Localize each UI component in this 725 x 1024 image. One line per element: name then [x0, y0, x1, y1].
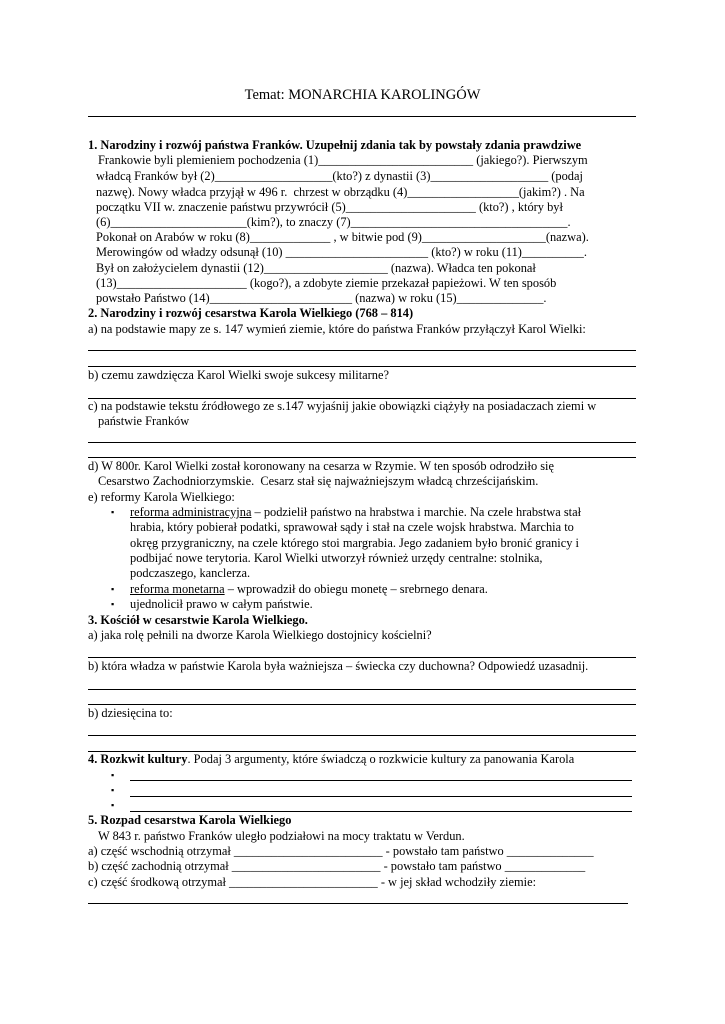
- reform-administrative-l2: hrabia, który pobierał podatki, sprawował sądy i stał na czele wojsk hrabstwa. Marchia to: [130, 520, 574, 534]
- reform-monetary-text: – wprowadził do obiegu monetę – srebrnego denara.: [224, 582, 488, 596]
- answer-line[interactable]: [130, 811, 632, 812]
- s3-question-b: b) która władza w państwie Karola była ważniejsza – świecka czy duchowna? Odpowiedź uzasadnij.: [88, 659, 589, 673]
- page-title: Temat: MONARCHIA KAROLINGÓW: [244, 87, 481, 103]
- answer-line[interactable]: [88, 457, 636, 458]
- answer-line[interactable]: [88, 657, 636, 658]
- s1-line-7: Merowingów od władzy odsunął (10) _______________________ (kto?) w roku (11)__________.: [96, 245, 587, 259]
- section-3-heading: 3. Kościół w cesarstwie Karola Wielkiego.: [88, 613, 308, 627]
- answer-line[interactable]: [130, 780, 632, 781]
- bullet-icon: ▪: [111, 785, 115, 795]
- section-5-heading: 5. Rozpad cesarstwa Karola Wielkiego: [88, 813, 292, 827]
- answer-line[interactable]: [88, 903, 628, 904]
- s1-line-5: (6)______________________(kim?), to znaczy (7)___________________________________.: [96, 215, 571, 229]
- s1-line-8: Był on założycielem dynastii (12)____________________ (nazwa). Władca ten pokonał: [96, 261, 536, 275]
- answer-line[interactable]: [88, 350, 636, 351]
- reform-monetary: [130, 582, 640, 597]
- reform-administrative-text: – podzielił państwo na hrabstwa i marchie. Na czele hrabstwa stał: [251, 505, 582, 519]
- reform-law: ujednolicił prawo w całym państwie.: [130, 597, 313, 611]
- s1-line-6: Pokonał on Arabów w roku (8)_____________ , w bitwie pod (9)____________________(nazwa).: [96, 230, 589, 244]
- s2-question-c-cont: państwie Franków: [98, 414, 190, 428]
- bullet-icon: ▪: [111, 800, 115, 810]
- s2-question-b: b) czemu zawdzięcza Karol Wielki swoje sukcesy militarne?: [88, 368, 389, 382]
- reform-administrative: [130, 505, 640, 520]
- bullet-icon: ▪: [111, 599, 115, 609]
- s1-line-2: władcą Franków był (2)___________________(kto?) z dynastii (3)___________________ (podaj: [96, 169, 583, 183]
- s5-question-b: b) część zachodnią otrzymał ________________________ - powstało tam państwo _____________: [88, 859, 586, 873]
- answer-line[interactable]: [88, 704, 636, 705]
- answer-line[interactable]: [88, 442, 636, 443]
- s1-line-10: powstało Państwo (14)_______________________ (nazwa) w roku (15)______________.: [96, 291, 547, 305]
- s3-question-a: a) jaka rolę pełnili na dworze Karola Wielkiego dostojnicy kościelni?: [88, 628, 432, 642]
- section-1-heading: 1. Narodziny i rozwój państwa Franków. Uzupełnij zdania tak by powstały zdania prawdziwe: [88, 138, 582, 152]
- reform-administrative-l3: okręg przygraniczny, na czele którego stoi margrabia. Jego zadaniem było bronić granicy i: [130, 536, 579, 550]
- s2-paragraph-d-cont: Cesarstwo Zachodniorzymskie. Cesarz stał się najważniejszym władcą chrześcijańskim.: [98, 474, 539, 488]
- bullet-icon: ▪: [111, 507, 115, 517]
- s5-intro: W 843 r. państwo Franków uległo podziałowi na mocy traktatu w Verdun.: [98, 829, 465, 843]
- reform-monetary-title: reforma monetarna: [130, 582, 225, 596]
- bullet-icon: ▪: [111, 584, 115, 594]
- section-4-text: . Podaj 3 argumenty, które świadczą o rozkwicie kultury za panowania Karola: [187, 752, 575, 766]
- s2-reforms-heading: e) reformy Karola Wielkiego:: [88, 490, 235, 504]
- reform-administrative-l4: podbijać nowe terytoria. Karol Wielki utworzył również urzędy centralne: stolnika,: [130, 551, 543, 565]
- s2-question-a: a) na podstawie mapy ze s. 147 wymień ziemie, które do państwa Franków przyłączył Karol Wielki:: [88, 322, 586, 336]
- s1-line-3: nazwę). Nowy władca przyjął w 496 r. chrzest w obrządku (4)__________________(jakim?) . Na: [96, 185, 585, 199]
- answer-line[interactable]: [130, 796, 632, 797]
- s2-paragraph-d: d) W 800r. Karol Wielki został koronowany na cesarza w Rzymie. W ten sposób odrodziło się: [88, 459, 554, 473]
- s1-line-1: Frankowie byli plemieniem pochodzenia (1)_________________________ (jakiego?). Pierwszym: [98, 153, 588, 167]
- s1-line-9: (13)_____________________ (kogo?), a zdobyte ziemie przekazał papieżowi. W ten sposób: [96, 276, 557, 290]
- s5-question-a: a) część wschodnią otrzymał ________________________ - powstało tam państwo ______________: [88, 844, 594, 858]
- section-4: [88, 752, 636, 767]
- s1-line-4: początku VII w. znaczenie państwu przywrócił (5)_____________________ (kto?) , który był: [96, 200, 563, 214]
- answer-line[interactable]: [88, 366, 636, 367]
- title-rule: [88, 116, 636, 117]
- section-4-heading: 4. Rozkwit kultury: [88, 752, 188, 766]
- section-2-heading: 2. Narodziny i rozwój cesarstwa Karola Wielkiego (768 – 814): [88, 306, 414, 320]
- answer-line[interactable]: [88, 735, 636, 736]
- s5-question-c: c) część środkową otrzymał ________________________ - w jej skład wchodziły ziemie:: [88, 875, 537, 889]
- reform-administrative-l5: podczaszego, kanclerza.: [130, 566, 251, 580]
- bullet-icon: ▪: [111, 770, 115, 780]
- reform-administrative-title: reforma administracyjna: [130, 505, 252, 519]
- s2-question-c: c) na podstawie tekstu źródłowego ze s.147 wyjaśnij jakie obowiązki ciążyły na posiadaczach ziemi w: [88, 399, 597, 413]
- s3-question-tithe: b) dziesięcina to:: [88, 706, 173, 720]
- answer-line[interactable]: [88, 689, 636, 690]
